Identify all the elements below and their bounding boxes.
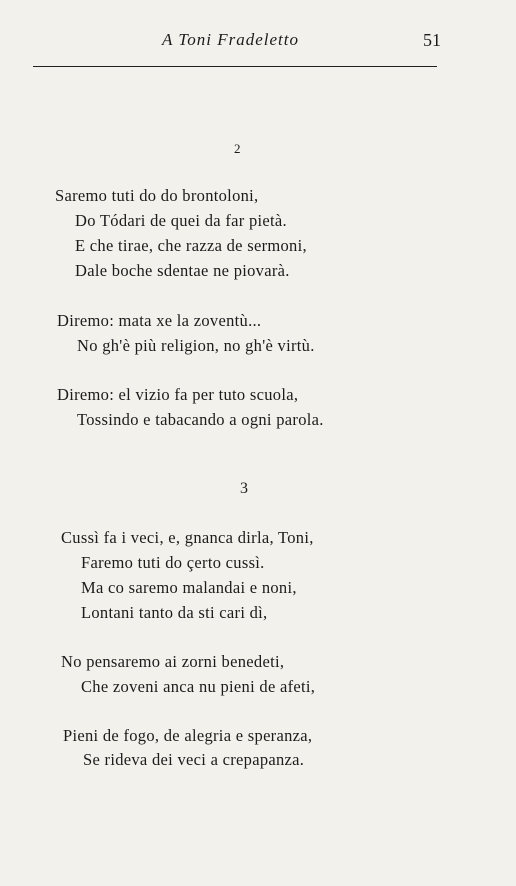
verse-line: Che zoveni anca nu pieni de afeti,: [81, 677, 316, 696]
verse-line: No gh'è più religion, no gh'è virtù.: [77, 336, 315, 355]
section-number: 3: [240, 480, 248, 497]
verse-line: Cussì fa i veci, e, gnanca dirla, Toni,: [61, 528, 314, 547]
verse-line: Diremo: mata xe la zoventù...: [57, 311, 262, 330]
verse-line: Ma co saremo malandai e noni,: [81, 578, 297, 597]
verse-line: Do Tódari de quei da far pietà.: [75, 211, 287, 230]
verse-line: Diremo: el vizio fa per tuto scuola,: [57, 385, 299, 404]
verse-line: Saremo tuti do do brontoloni,: [55, 186, 259, 205]
section-number: 2: [234, 141, 241, 156]
verse-line: E che tirae, che razza de sermoni,: [75, 236, 307, 255]
verse-line: No pensaremo ai zorni benedeti,: [61, 652, 285, 671]
verse-line: Se rideva dei veci a crepapanza.: [83, 750, 305, 769]
header-rule: [33, 66, 437, 67]
verse-line: Dale boche sdentae ne piovarà.: [75, 261, 290, 280]
verse-line: Faremo tuti do çerto cussì.: [81, 553, 265, 572]
verse-line: Tossindo e tabacando a ogni parola.: [77, 410, 324, 429]
running-head: A Toni Fradeletto: [162, 30, 299, 49]
verse-line: Pieni de fogo, de alegria e speranza,: [63, 726, 313, 745]
page-number: 51: [423, 30, 441, 50]
verse-line: Lontani tanto da sti cari dì,: [81, 603, 268, 622]
